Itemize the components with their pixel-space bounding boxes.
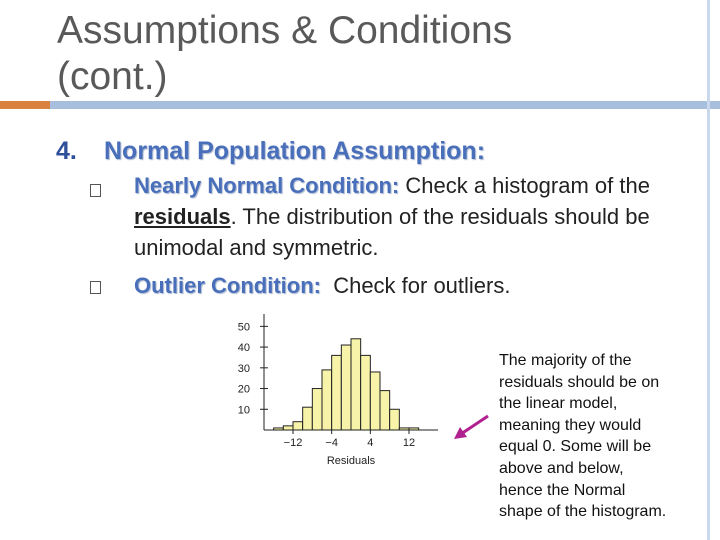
histogram-bar (370, 372, 380, 430)
y-tick-label: 40 (237, 342, 250, 355)
bullet-outlier (134, 270, 694, 301)
histogram-bar (380, 391, 390, 430)
bullet-text: Check for outliers. (320, 273, 511, 298)
histogram-bar (332, 355, 342, 430)
note-line: shape of the histogram. (499, 503, 667, 521)
title-rule-accent (0, 101, 50, 109)
note-line: equal 0. Some will be (499, 438, 652, 456)
histogram-bar (361, 355, 371, 430)
right-edge-rule (707, 0, 710, 540)
note-line: the linear model, (499, 395, 618, 413)
y-tick-label: 50 (237, 321, 250, 334)
item-number: 4. (56, 137, 77, 165)
slide-title (57, 8, 617, 100)
hollow-square-bullet-icon (90, 184, 101, 197)
title-line-1: Assumptions & Conditions (57, 9, 513, 52)
histogram-bar (283, 426, 293, 430)
histogram-bar (303, 407, 313, 430)
histogram-bar (312, 389, 322, 430)
histogram-bar (351, 339, 361, 430)
histogram-bar (293, 422, 303, 430)
bullet-text: . The distribution of the residuals should be unimodal and symmetric. (134, 204, 650, 260)
note-line: above and below, (499, 459, 624, 477)
y-tick-label: 10 (237, 404, 250, 417)
x-tick-label: −4 (325, 437, 338, 449)
note-line: The majority of the (499, 352, 632, 369)
x-axis-label: Residuals (326, 455, 376, 467)
note-line: residuals should be on (499, 373, 660, 391)
x-tick-label: −12 (283, 437, 303, 449)
bullet-label: Nearly Normal Condition: (134, 173, 400, 198)
title-rule (50, 101, 720, 109)
x-tick-label: 12 (402, 437, 416, 449)
residuals-histogram (224, 306, 454, 476)
item-heading: Normal Population Assumption: (104, 137, 486, 165)
y-tick-label: 30 (237, 362, 250, 375)
x-tick-label: 4 (367, 437, 374, 449)
hollow-square-bullet-icon (90, 281, 101, 294)
bullet-label: Outlier Condition: (134, 273, 321, 298)
note-line: hence the Normal (499, 481, 626, 499)
emphasis-residuals: residuals (134, 204, 231, 229)
histogram-bar (390, 409, 400, 430)
explanation-note (499, 350, 699, 523)
histogram-bar (341, 345, 351, 430)
note-line: meaning they would (499, 416, 642, 434)
y-tick-label: 20 (237, 383, 250, 396)
bullet-text: Check a histogram of the (399, 173, 650, 198)
pointing-arrow-icon (448, 410, 494, 444)
bullet-nearly-normal (134, 170, 694, 263)
title-line-2: (cont.) (57, 55, 168, 98)
histogram-bar (322, 370, 332, 430)
